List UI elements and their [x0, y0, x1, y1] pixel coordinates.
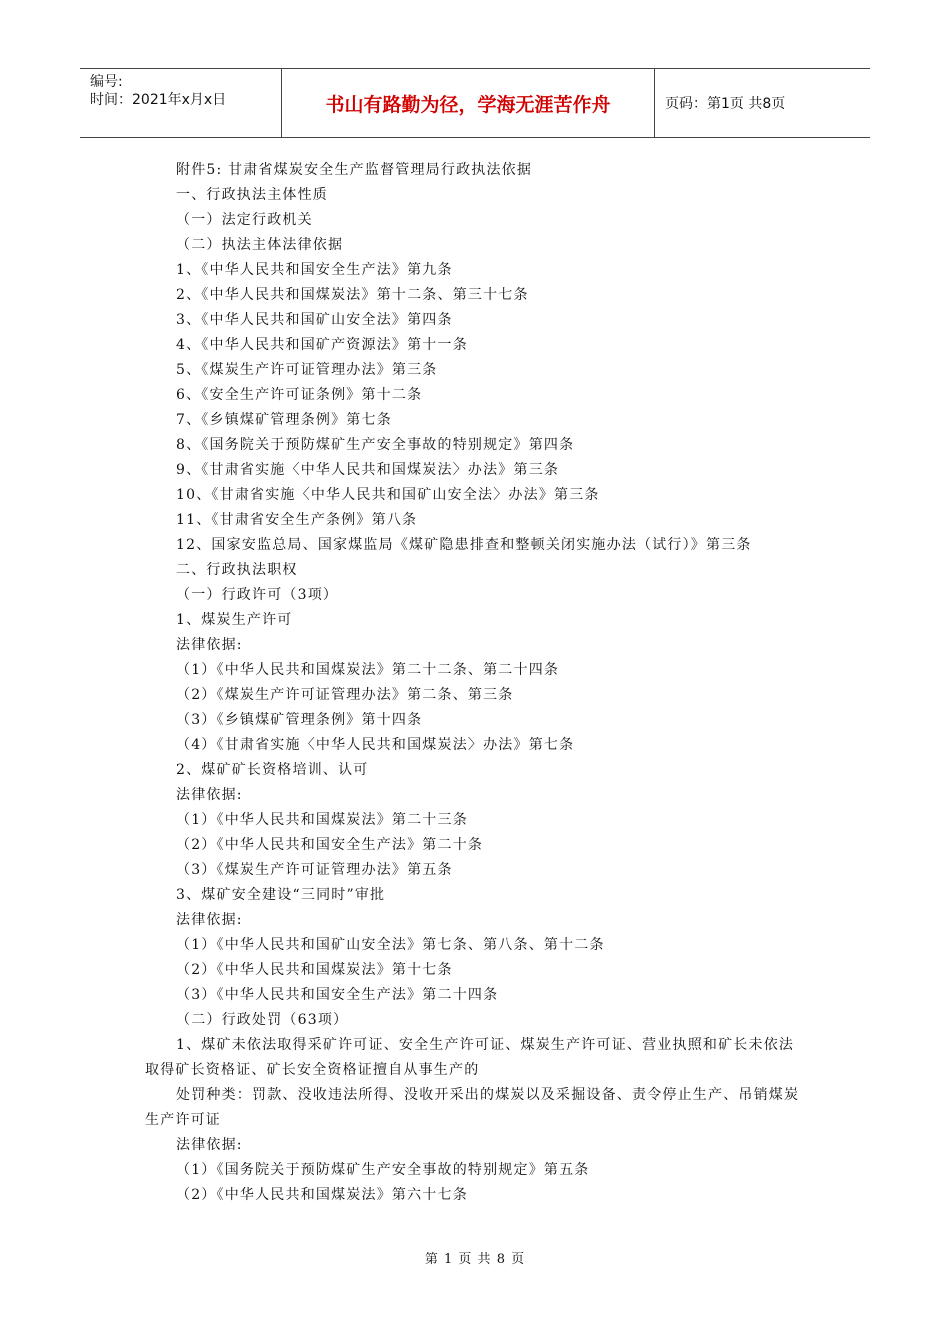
- list-item: 1、煤炭生产许可: [176, 612, 293, 628]
- subsection-heading: （二）行政处罚（63项）: [176, 1012, 349, 1028]
- list-item: 2、煤矿矿长资格培训、认可: [176, 762, 369, 778]
- header-motto: 书山有路勤为径，学海无涯苦作舟: [282, 69, 655, 137]
- list-item: 1、《中华人民共和国安全生产法》第九条: [176, 262, 453, 278]
- page-footer: 第 1 页 共 8 页: [424, 1252, 526, 1267]
- list-item: （1）《国务院关于预防煤矿生产安全事故的特别规定》第五条: [176, 1162, 590, 1178]
- header-page-info: 页码：第1页 共8页: [665, 96, 786, 112]
- list-item: （3）《乡镇煤矿管理条例》第十四条: [176, 712, 423, 728]
- list-item: （2）《中华人民共和国安全生产法》第二十条: [176, 837, 484, 853]
- list-item: 3、《中华人民共和国矿山安全法》第四条: [176, 312, 453, 328]
- list-item: 2、《中华人民共和国煤炭法》第十二条、第三十七条: [176, 287, 529, 303]
- list-item: 11、《甘肃省安全生产条例》第八条: [176, 512, 418, 528]
- document-body: [145, 158, 805, 1208]
- list-item: 10、《甘肃省实施〈中华人民共和国矿山安全法〉办法》第三条: [176, 487, 600, 503]
- header-left-cell: [80, 69, 282, 137]
- subsection-heading: （二）执法主体法律依据: [176, 237, 344, 253]
- list-item: （1）《中华人民共和国矿山安全法》第七条、第八条、第十二条: [176, 937, 605, 953]
- legal-basis-label: 法律依据:: [176, 637, 243, 653]
- subsection-heading: （一）法定行政机关: [176, 212, 313, 228]
- document-number-label: 编号:: [90, 74, 123, 90]
- list-item: 3、煤矿安全建设“三同时”审批: [176, 887, 386, 903]
- list-item: 7、《乡镇煤矿管理条例》第七条: [176, 412, 392, 428]
- attachment-title: 附件5: 甘肃省煤炭安全生产监督管理局行政执法依据: [176, 162, 533, 178]
- list-item: 1、煤矿未依法取得采矿许可证、安全生产许可证、煤炭生产许可证、营业执照和矿长未依法取得矿长资格证、矿长安全资格证擅自从事生产的: [145, 1037, 795, 1078]
- list-item: （1）《中华人民共和国煤炭法》第二十二条、第二十四条: [176, 662, 560, 678]
- list-item: （3）《煤炭生产许可证管理办法》第五条: [176, 862, 453, 878]
- list-item: （3）《中华人民共和国安全生产法》第二十四条: [176, 987, 499, 1003]
- subsection-heading: （一）行政许可（3项）: [176, 587, 339, 603]
- list-item: （1）《中华人民共和国煤炭法》第二十三条: [176, 812, 468, 828]
- penalty-types: 处罚种类：罚款、没收违法所得、没收开采出的煤炭以及采掘设备、责令停止生产、吊销煤炭生产许可证: [145, 1087, 800, 1128]
- legal-basis-label: 法律依据:: [176, 787, 243, 803]
- list-item: 5、《煤炭生产许可证管理办法》第三条: [176, 362, 438, 378]
- section-heading: 一、行政执法主体性质: [176, 187, 328, 203]
- list-item: 8、《国务院关于预防煤矿生产安全事故的特别规定》第四条: [176, 437, 575, 453]
- list-item: （2）《中华人民共和国煤炭法》第十七条: [176, 962, 453, 978]
- list-item: （2）《煤炭生产许可证管理办法》第二条、第三条: [176, 687, 514, 703]
- list-item: （2）《中华人民共和国煤炭法》第六十七条: [176, 1187, 468, 1203]
- list-item: 9、《甘肃省实施〈中华人民共和国煤炭法〉办法》第三条: [176, 462, 560, 478]
- legal-basis-label: 法律依据:: [176, 1137, 243, 1153]
- document-date: 时间：2021年x月x日: [90, 92, 227, 108]
- list-item: 4、《中华人民共和国矿产资源法》第十一条: [176, 337, 468, 353]
- legal-basis-label: 法律依据:: [176, 912, 243, 928]
- list-item: （4）《甘肃省实施〈中华人民共和国煤炭法〉办法》第七条: [176, 737, 575, 753]
- list-item: 12、国家安监总局、国家煤监局《煤矿隐患排查和整顿关闭实施办法（试行）》第三条: [176, 537, 752, 553]
- page-header: [80, 68, 870, 138]
- section-heading: 二、行政执法职权: [176, 562, 298, 578]
- list-item: 6、《安全生产许可证条例》第十二条: [176, 387, 423, 403]
